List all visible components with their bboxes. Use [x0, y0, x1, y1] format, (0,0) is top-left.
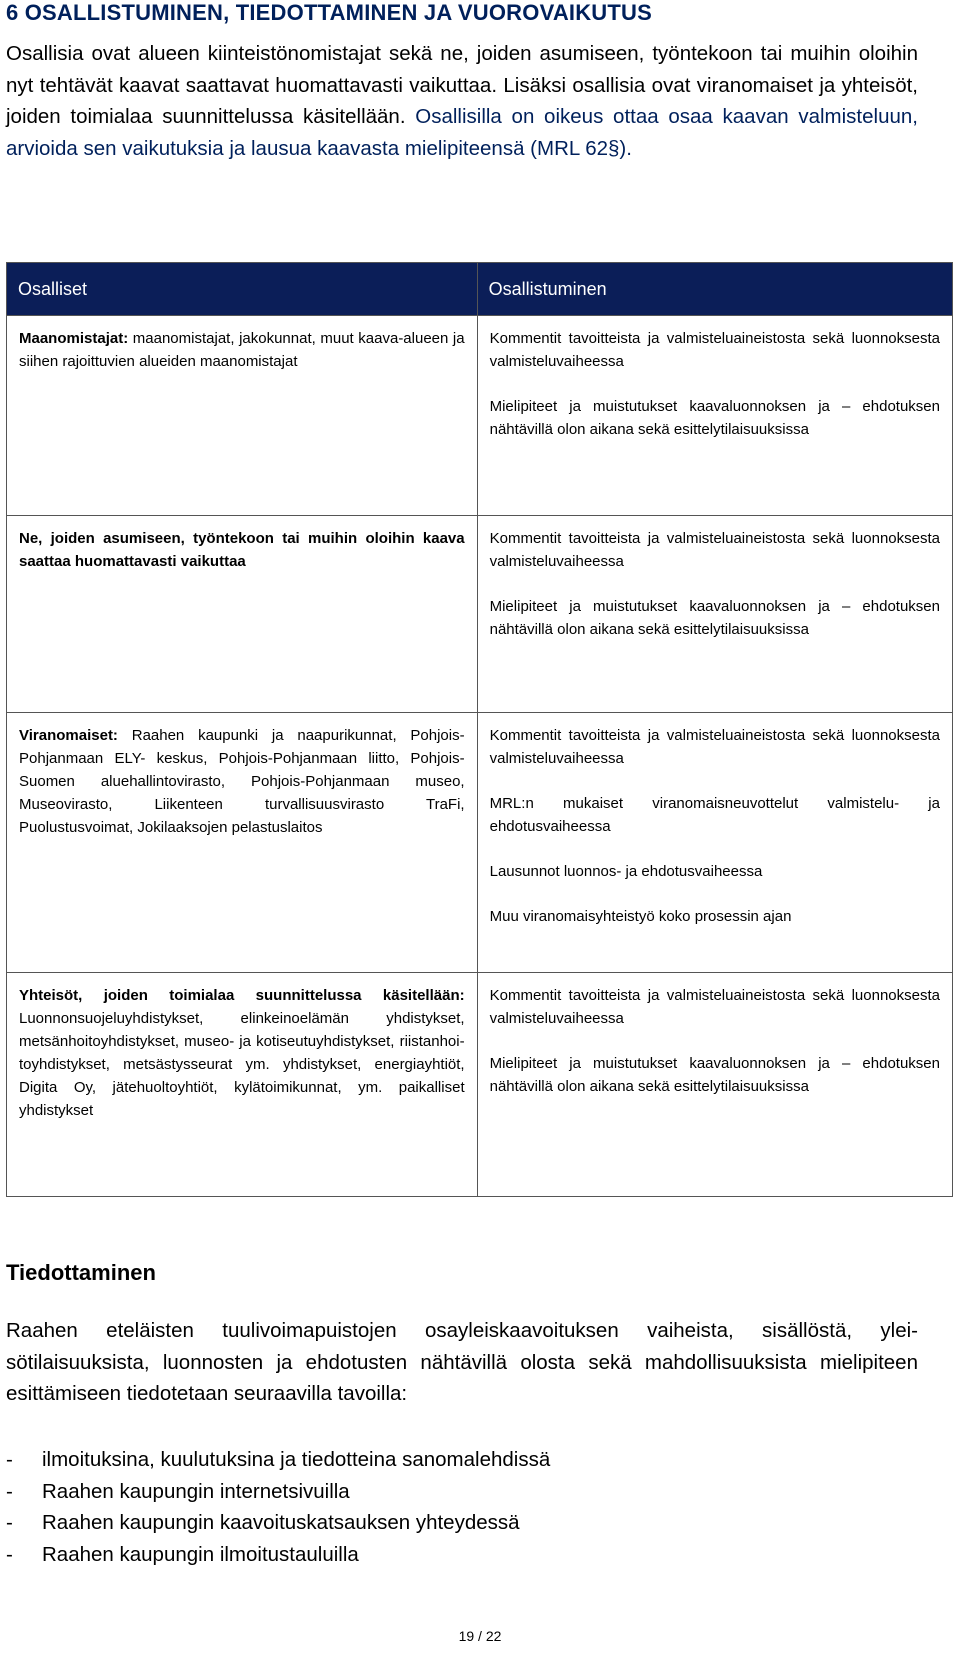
- list-item-text: Raahen kaupungin internetsivuilla: [42, 1479, 350, 1503]
- participation-item: Mielipiteet ja muistutukset kaavaluonnoksen ja – ehdotuksen nähtävillä olon aikana sekä esittelytilaisuuksissa: [489, 598, 940, 638]
- list-item: [6, 1539, 550, 1571]
- participation-item: Kommentit tavoitteista ja valmisteluaineistosta sekä luonnoksesta valmisteluvaiheessa: [489, 330, 940, 370]
- list-item: [6, 1444, 550, 1476]
- party-label: Maanomistajat:: [19, 330, 129, 347]
- list-item-text: Raahen kaupungin kaavoituskatsauksen yhteydessä: [42, 1511, 520, 1534]
- list-item: [6, 1507, 550, 1539]
- tiedottaminen-heading: Tiedottaminen: [6, 1260, 156, 1285]
- party-cell: [7, 516, 478, 713]
- header-osallistuminen: [477, 263, 952, 316]
- table-row: [7, 316, 953, 516]
- party-cell: [7, 713, 478, 973]
- intro-text: Osallisia ovat alueen kiinteistönomistajat sekä ne, joiden asumiseen, työntekoon tai muihin oloihin nyt tehtävät kaavat saattavat huomattavasti vaikuttaa. Lisäksi osallisia ovat viranomaiset ja yhteisöt, joiden toimialaa suunnittelussa käsitellään.: [6, 42, 918, 128]
- party-cell: [7, 316, 478, 516]
- table-row: [7, 973, 953, 1197]
- list-dash: -: [6, 1542, 13, 1566]
- list-item-text: ilmoituksina, kuulutuksina ja tiedotteina sanomalehdissä: [42, 1448, 551, 1471]
- participation-item: Lausunnot luonnos- ja ehdotusvaiheessa: [489, 863, 763, 880]
- participation-cell: [477, 713, 952, 973]
- channel-list: [6, 1444, 550, 1570]
- table-header-row: [7, 263, 953, 316]
- header-osalliset: [7, 263, 478, 316]
- tiedottaminen-paragraph: Raahen eteläisten tuulivoimapuistojen osayleiskaavoituksen vaiheista, sisällöstä, yleisötilaisuuksista, luonnosten ja ehdotusten nähtävillä olosta sekä mahdollisuuksista mielipiteen esittämiseen tiedotetaan seuraavilla tavoilla:: [6, 1319, 918, 1405]
- intro-text-blue: Osallisilla on oikeus ottaa osaa kaavan valmisteluun, arvioida sen vaikutuksia ja lausua kaavasta mielipiteensä (MRL 62§).: [6, 105, 918, 160]
- participation-item: Kommentit tavoitteista ja valmisteluaineistosta sekä luonnoksesta valmisteluvaiheessa: [489, 530, 940, 570]
- table-row: [7, 516, 953, 713]
- party-label: Yhteisöt, joiden toimialaa suunnittelussa käsitellään:: [19, 987, 465, 1004]
- participation-item: Muu viranomaisyhteistyö koko prosessin ajan: [489, 908, 792, 925]
- party-cell: [7, 973, 478, 1197]
- participation-item: Mielipiteet ja muistutukset kaavaluonnoksen ja – ehdotuksen nähtävillä olon aikana sekä esittelytilaisuuksissa: [489, 1055, 940, 1095]
- page-number: 19 / 22: [458, 1628, 502, 1644]
- party-label: Ne, joiden asumiseen, työntekoon tai muihin oloihin kaava saattaa huomattavasti vaikuttaa: [19, 530, 465, 570]
- participation-cell: [477, 516, 952, 713]
- party-label: Viranomaiset:: [19, 727, 118, 744]
- section-heading: 6 OSALLISTUMINEN, TIEDOTTAMINEN JA VUOROVAIKUTUS: [6, 0, 652, 25]
- list-dash: -: [6, 1511, 13, 1534]
- header-label: Osallistuminen: [488, 278, 607, 299]
- list-item: [6, 1476, 550, 1508]
- participation-item: Kommentit tavoitteista ja valmisteluaineistosta sekä luonnoksesta valmisteluvaiheessa: [489, 987, 940, 1027]
- header-label: Osalliset: [18, 278, 88, 299]
- participation-item: Kommentit tavoitteista ja valmisteluaineistosta sekä luonnoksesta valmisteluvaiheessa: [489, 727, 940, 767]
- list-dash: -: [6, 1448, 13, 1471]
- table-row: [7, 713, 953, 973]
- intro-paragraph: [6, 38, 918, 164]
- party-text: maanomistajat, jakokunnat, muut kaava-alueen ja siihen rajoittuvien alueiden maanomistajat: [19, 330, 465, 370]
- participation-item: Mielipiteet ja muistutukset kaavaluonnoksen ja – ehdotuksen nähtävillä olon aikana sekä esittelytilaisuuksissa: [489, 398, 940, 438]
- party-text: Luonnonsuojeluyhdistykset, elinkeinoelämän yhdistykset, metsänhoitoyhdistykset, museo- ja kotiseutuyhdistykset, riistanhoitoyhdistykset, metsästysseurat ym. yhdistykset, energiayhtiöt, Digita Oy, jätehuoltoyhtiöt, kylätoimikunnat, ym. paikalliset yhdistykset: [19, 1010, 465, 1119]
- list-dash: -: [6, 1479, 13, 1503]
- participants-table: [6, 262, 953, 1197]
- list-item-text: Raahen kaupungin ilmoitustauluilla: [42, 1542, 359, 1566]
- participation-cell: [477, 316, 952, 516]
- party-text: Raahen kaupunki ja naapurikunnat, Pohjois-Pohjanmaan ELY- keskus, Pohjois-Pohjanmaan liitto, Pohjois-Suomen aluehallintovirasto, Pohjois-Pohjanmaan museo, Museovirasto, Liikenteen turvallisuusvirasto TraFi, Puolustusvoimat, Jokilaaksojen pelastuslaitos: [19, 727, 465, 836]
- participation-item: MRL:n mukaiset viranomaisneuvottelut valmistelu- ja ehdotusvaiheessa: [489, 795, 940, 835]
- participation-cell: [477, 973, 952, 1197]
